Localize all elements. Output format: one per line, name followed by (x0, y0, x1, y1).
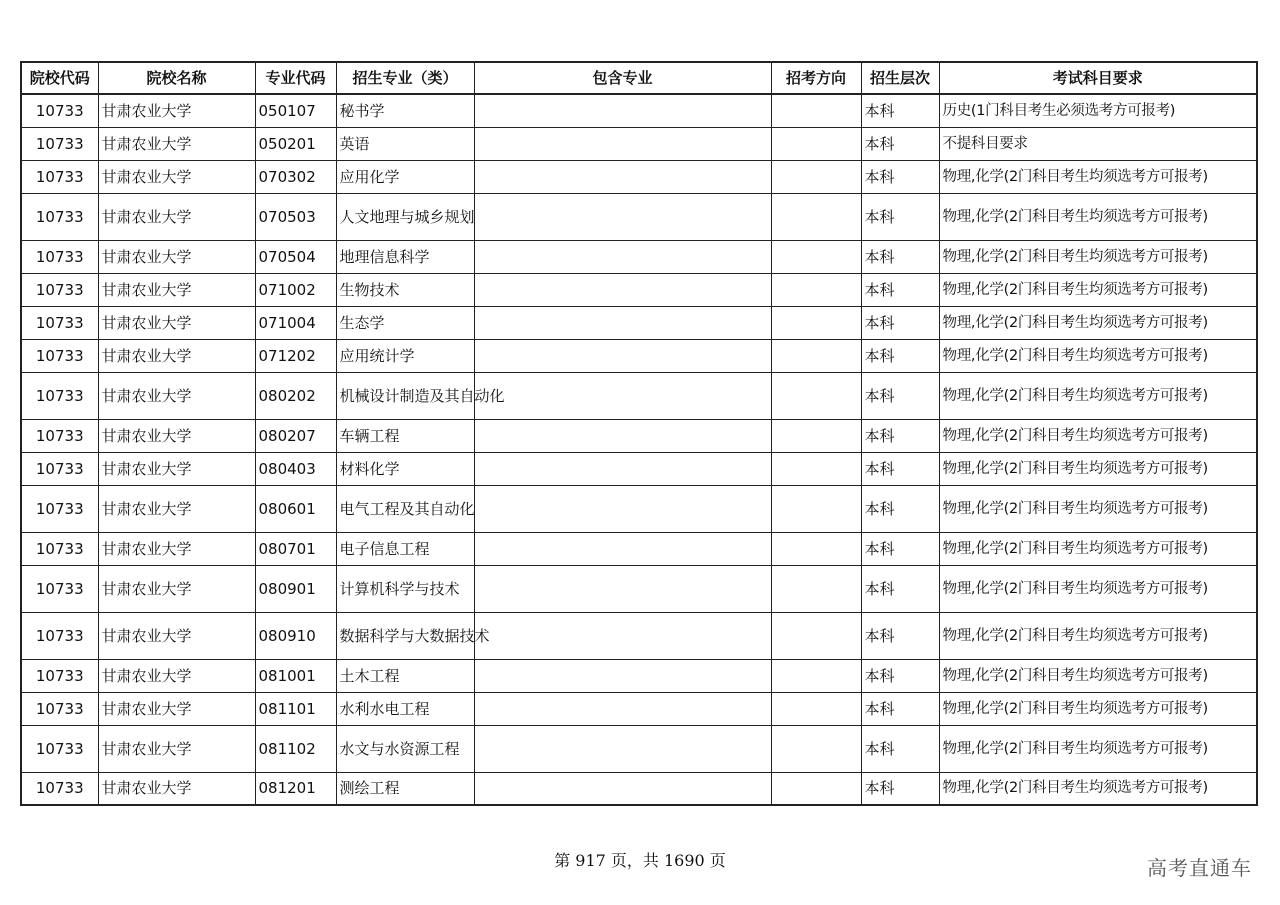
school-name-cell: 甘肃农业大学 (98, 659, 255, 692)
table-row (21, 565, 1257, 612)
exam-requirements-cell: 物理,化学(2门科目考生均须选考方可报考) (939, 659, 1257, 692)
major-name-cell: 生物技术 (336, 273, 474, 306)
major-code-cell: 070504 (255, 240, 336, 273)
direction-cell (771, 127, 861, 160)
level-cell: 本科 (861, 306, 939, 339)
major-code-cell: 070302 (255, 160, 336, 193)
table-row (21, 94, 1257, 127)
direction-cell (771, 273, 861, 306)
major-code-cell: 081102 (255, 725, 336, 772)
included-majors-cell (474, 659, 771, 692)
school-code-cell: 10733 (21, 659, 98, 692)
table-row (21, 612, 1257, 659)
major-name-cell: 应用统计学 (336, 339, 474, 372)
major-name-cell: 测绘工程 (336, 772, 474, 805)
major-code-cell: 050107 (255, 94, 336, 127)
table-row (21, 273, 1257, 306)
table-row (21, 419, 1257, 452)
major-code-cell: 070503 (255, 193, 336, 240)
direction-cell (771, 692, 861, 725)
major-code-cell: 080202 (255, 372, 336, 419)
header-school-name: 院校名称 (98, 62, 255, 94)
major-name-cell: 车辆工程 (336, 419, 474, 452)
watermark: 高考直通车 (1147, 856, 1252, 880)
major-code-cell: 080910 (255, 612, 336, 659)
included-majors-cell (474, 725, 771, 772)
direction-cell (771, 419, 861, 452)
direction-cell (771, 306, 861, 339)
exam-requirements-cell: 物理,化学(2门科目考生均须选考方可报考) (939, 612, 1257, 659)
header-major-name: 招生专业（类） (336, 62, 474, 94)
direction-cell (771, 565, 861, 612)
major-code-cell: 071202 (255, 339, 336, 372)
major-code-cell: 071004 (255, 306, 336, 339)
major-code-cell: 050201 (255, 127, 336, 160)
exam-requirements-cell: 物理,化学(2门科目考生均须选考方可报考) (939, 372, 1257, 419)
exam-requirements-cell: 物理,化学(2门科目考生均须选考方可报考) (939, 772, 1257, 805)
exam-requirements-cell: 物理,化学(2门科目考生均须选考方可报考) (939, 419, 1257, 452)
table-header (21, 62, 1257, 94)
admissions-table (20, 61, 1258, 806)
exam-requirements-cell: 不提科目要求 (939, 127, 1257, 160)
level-cell: 本科 (861, 612, 939, 659)
school-name-cell: 甘肃农业大学 (98, 452, 255, 485)
table-row (21, 372, 1257, 419)
major-name-cell: 电子信息工程 (336, 532, 474, 565)
major-name-cell: 水利水电工程 (336, 692, 474, 725)
level-cell: 本科 (861, 127, 939, 160)
included-majors-cell (474, 127, 771, 160)
table-row (21, 193, 1257, 240)
included-majors-cell (474, 565, 771, 612)
major-name-cell: 秘书学 (336, 94, 474, 127)
school-code-cell: 10733 (21, 485, 98, 532)
level-cell: 本科 (861, 160, 939, 193)
school-name-cell: 甘肃农业大学 (98, 565, 255, 612)
included-majors-cell (474, 372, 771, 419)
school-code-cell: 10733 (21, 612, 98, 659)
school-name-cell: 甘肃农业大学 (98, 127, 255, 160)
header-exam-requirements: 考试科目要求 (939, 62, 1257, 94)
direction-cell (771, 240, 861, 273)
school-code-cell: 10733 (21, 273, 98, 306)
level-cell: 本科 (861, 772, 939, 805)
table-row (21, 339, 1257, 372)
table-row (21, 127, 1257, 160)
exam-requirements-cell: 物理,化学(2门科目考生均须选考方可报考) (939, 692, 1257, 725)
included-majors-cell (474, 306, 771, 339)
direction-cell (771, 725, 861, 772)
exam-requirements-cell: 物理,化学(2门科目考生均须选考方可报考) (939, 532, 1257, 565)
level-cell: 本科 (861, 273, 939, 306)
school-code-cell: 10733 (21, 532, 98, 565)
table-row (21, 306, 1257, 339)
direction-cell (771, 659, 861, 692)
included-majors-cell (474, 339, 771, 372)
level-cell: 本科 (861, 193, 939, 240)
school-code-cell: 10733 (21, 419, 98, 452)
table-row (21, 692, 1257, 725)
table-row (21, 659, 1257, 692)
school-name-cell: 甘肃农业大学 (98, 339, 255, 372)
level-cell: 本科 (861, 532, 939, 565)
school-name-cell: 甘肃农业大学 (98, 725, 255, 772)
major-code-cell: 080701 (255, 532, 336, 565)
major-name-cell: 材料化学 (336, 452, 474, 485)
included-majors-cell (474, 532, 771, 565)
table-row (21, 772, 1257, 805)
included-majors-cell (474, 485, 771, 532)
table-row (21, 725, 1257, 772)
major-code-cell: 080207 (255, 419, 336, 452)
major-name-cell: 数据科学与大数据技术 (336, 612, 474, 659)
exam-requirements-cell: 物理,化学(2门科目考生均须选考方可报考) (939, 565, 1257, 612)
school-code-cell: 10733 (21, 372, 98, 419)
table-row (21, 452, 1257, 485)
table-row (21, 532, 1257, 565)
level-cell: 本科 (861, 372, 939, 419)
major-code-cell: 080901 (255, 565, 336, 612)
major-name-cell: 电气工程及其自动化 (336, 485, 474, 532)
major-name-cell: 人文地理与城乡规划 (336, 193, 474, 240)
level-cell: 本科 (861, 565, 939, 612)
exam-requirements-cell: 物理,化学(2门科目考生均须选考方可报考) (939, 485, 1257, 532)
school-name-cell: 甘肃农业大学 (98, 419, 255, 452)
level-cell: 本科 (861, 452, 939, 485)
major-name-cell: 机械设计制造及其自动化 (336, 372, 474, 419)
school-name-cell: 甘肃农业大学 (98, 273, 255, 306)
school-name-cell: 甘肃农业大学 (98, 160, 255, 193)
header-level: 招生层次 (861, 62, 939, 94)
included-majors-cell (474, 772, 771, 805)
exam-requirements-cell: 物理,化学(2门科目考生均须选考方可报考) (939, 193, 1257, 240)
school-code-cell: 10733 (21, 339, 98, 372)
school-code-cell: 10733 (21, 452, 98, 485)
exam-requirements-cell: 物理,化学(2门科目考生均须选考方可报考) (939, 725, 1257, 772)
direction-cell (771, 532, 861, 565)
included-majors-cell (474, 452, 771, 485)
school-code-cell: 10733 (21, 127, 98, 160)
included-majors-cell (474, 94, 771, 127)
direction-cell (771, 94, 861, 127)
major-name-cell: 生态学 (336, 306, 474, 339)
page-number: 第 917 页，共 1690 页 (554, 851, 726, 870)
direction-cell (771, 193, 861, 240)
table-body (21, 94, 1257, 805)
major-code-cell: 071002 (255, 273, 336, 306)
exam-requirements-cell: 历史(1门科目考生必须选考方可报考) (939, 94, 1257, 127)
major-name-cell: 英语 (336, 127, 474, 160)
school-name-cell: 甘肃农业大学 (98, 485, 255, 532)
included-majors-cell (474, 193, 771, 240)
level-cell: 本科 (861, 659, 939, 692)
included-majors-cell (474, 240, 771, 273)
school-code-cell: 10733 (21, 565, 98, 612)
exam-requirements-cell: 物理,化学(2门科目考生均须选考方可报考) (939, 273, 1257, 306)
included-majors-cell (474, 692, 771, 725)
direction-cell (771, 612, 861, 659)
major-name-cell: 水文与水资源工程 (336, 725, 474, 772)
major-name-cell: 计算机科学与技术 (336, 565, 474, 612)
level-cell: 本科 (861, 692, 939, 725)
direction-cell (771, 372, 861, 419)
exam-requirements-cell: 物理,化学(2门科目考生均须选考方可报考) (939, 306, 1257, 339)
major-code-cell: 081101 (255, 692, 336, 725)
direction-cell (771, 452, 861, 485)
school-code-cell: 10733 (21, 94, 98, 127)
major-code-cell: 081201 (255, 772, 336, 805)
major-code-cell: 080403 (255, 452, 336, 485)
level-cell: 本科 (861, 485, 939, 532)
school-name-cell: 甘肃农业大学 (98, 692, 255, 725)
table-row (21, 240, 1257, 273)
direction-cell (771, 160, 861, 193)
level-cell: 本科 (861, 339, 939, 372)
school-name-cell: 甘肃农业大学 (98, 240, 255, 273)
exam-requirements-cell: 物理,化学(2门科目考生均须选考方可报考) (939, 339, 1257, 372)
school-code-cell: 10733 (21, 160, 98, 193)
school-name-cell: 甘肃农业大学 (98, 532, 255, 565)
direction-cell (771, 485, 861, 532)
included-majors-cell (474, 273, 771, 306)
included-majors-cell (474, 160, 771, 193)
header-school-code: 院校代码 (21, 62, 98, 94)
school-code-cell: 10733 (21, 240, 98, 273)
school-code-cell: 10733 (21, 306, 98, 339)
level-cell: 本科 (861, 419, 939, 452)
table-row (21, 485, 1257, 532)
table-row (21, 160, 1257, 193)
school-code-cell: 10733 (21, 772, 98, 805)
major-name-cell: 地理信息科学 (336, 240, 474, 273)
header-included-majors: 包含专业 (474, 62, 771, 94)
direction-cell (771, 772, 861, 805)
school-code-cell: 10733 (21, 692, 98, 725)
school-name-cell: 甘肃农业大学 (98, 772, 255, 805)
school-name-cell: 甘肃农业大学 (98, 193, 255, 240)
header-direction: 招考方向 (771, 62, 861, 94)
school-name-cell: 甘肃农业大学 (98, 372, 255, 419)
school-code-cell: 10733 (21, 725, 98, 772)
major-code-cell: 081001 (255, 659, 336, 692)
exam-requirements-cell: 物理,化学(2门科目考生均须选考方可报考) (939, 452, 1257, 485)
exam-requirements-cell: 物理,化学(2门科目考生均须选考方可报考) (939, 240, 1257, 273)
included-majors-cell (474, 419, 771, 452)
included-majors-cell (474, 612, 771, 659)
header-row (21, 62, 1257, 94)
major-code-cell: 080601 (255, 485, 336, 532)
level-cell: 本科 (861, 94, 939, 127)
level-cell: 本科 (861, 725, 939, 772)
major-name-cell: 土木工程 (336, 659, 474, 692)
school-name-cell: 甘肃农业大学 (98, 306, 255, 339)
major-name-cell: 应用化学 (336, 160, 474, 193)
level-cell: 本科 (861, 240, 939, 273)
school-code-cell: 10733 (21, 193, 98, 240)
direction-cell (771, 339, 861, 372)
school-name-cell: 甘肃农业大学 (98, 612, 255, 659)
exam-requirements-cell: 物理,化学(2门科目考生均须选考方可报考) (939, 160, 1257, 193)
school-name-cell: 甘肃农业大学 (98, 94, 255, 127)
header-major-code: 专业代码 (255, 62, 336, 94)
